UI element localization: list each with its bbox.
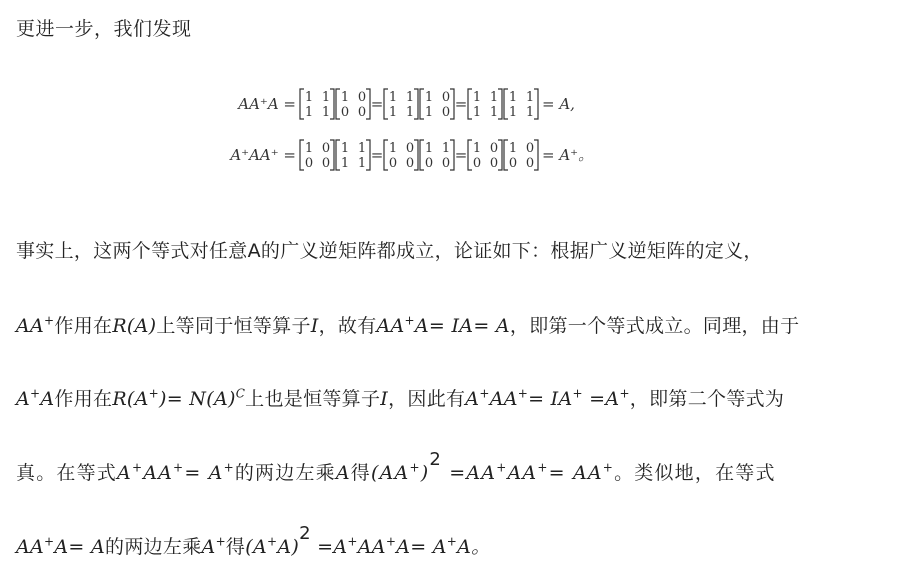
math-expression: ) <box>420 462 430 484</box>
equation-1-equals: = <box>370 95 384 113</box>
math-expression: A) <box>277 536 300 558</box>
text-segment: 作用在 <box>54 315 113 337</box>
math-A: A <box>40 388 55 410</box>
equation-2-matrix-cell: 1 <box>508 141 518 156</box>
equation-2-matrix-cell: 1 <box>441 141 451 156</box>
text-segment: 真。在等式 <box>16 462 118 484</box>
equation-1-matrix-cell: 0 <box>441 105 451 120</box>
equation-1-matrix-cell: 1 <box>405 105 415 120</box>
equation-1-matrix-cell: 1 <box>489 105 499 120</box>
equation-block <box>0 84 919 180</box>
equation-2-matrix-cell: 0 <box>405 156 415 171</box>
equation-1-matrix-cell: 1 <box>508 90 518 105</box>
sup-plus: + <box>131 460 144 475</box>
equation-svg <box>0 84 919 180</box>
equation-1-matrix-cell: 0 <box>340 105 350 120</box>
sup-plus: + <box>404 313 415 328</box>
text-segment: ，即第一个等式成立。同理，由于 <box>509 315 800 337</box>
equation-1-matrix-left-bracket <box>420 89 424 119</box>
equation-2-matrix-cell: 0 <box>441 156 451 171</box>
math-AA: AA <box>507 462 538 484</box>
equation-1-matrix-right-bracket <box>366 89 370 119</box>
equation-2-equals: = <box>454 146 468 164</box>
math-expression: A= A <box>54 536 106 558</box>
equation-2-matrix-left-bracket <box>300 140 304 170</box>
equation-2-matrix-right-bracket <box>414 140 418 170</box>
sup-plus: + <box>347 534 358 549</box>
math-AA: AA <box>16 536 45 558</box>
math-AA: AA <box>357 536 386 558</box>
equation-2-matrix-cell: 1 <box>424 141 434 156</box>
equation-1-matrix-cell: 1 <box>388 105 398 120</box>
equation-2-matrix-cell: 0 <box>525 141 535 156</box>
equation-2-matrix-right-bracket <box>366 140 370 170</box>
math-expression: = AA <box>548 462 603 484</box>
math-expression: =A <box>310 536 348 558</box>
math-expression: A= IA= A <box>414 315 510 337</box>
math-A: A <box>201 536 216 558</box>
equation-1-equals: = <box>454 95 468 113</box>
paragraph-line-4 <box>16 449 776 485</box>
equation-1-matrix-cell: 0 <box>357 105 367 120</box>
paragraph-line-3 <box>16 384 784 411</box>
equation-2-matrix-cell: 0 <box>525 156 535 171</box>
sup-plus: + <box>602 460 615 475</box>
sup-plus: + <box>223 460 235 475</box>
equation-1-lhs: AA⁺A = <box>238 95 296 113</box>
math-identity: I <box>310 315 319 337</box>
equation-2-matrix-cell: 0 <box>472 156 482 171</box>
equation-2-matrix-left-bracket <box>384 140 388 170</box>
sup-plus: + <box>173 460 185 475</box>
text-segment: 作用在 <box>54 388 113 410</box>
equation-2-rhs: = A⁺。 <box>542 146 594 164</box>
equation-2-matrix-right-bracket <box>534 140 538 170</box>
math-expression: = IA <box>528 388 573 410</box>
math-AA: AA <box>376 315 405 337</box>
sup-plus: + <box>409 460 421 475</box>
equation-2-matrix-right-bracket <box>330 140 334 170</box>
math-range: R(A) <box>112 315 157 337</box>
math-AA: AA <box>16 315 45 337</box>
sup-plus: + <box>44 313 55 328</box>
text-segment: 得 <box>350 462 371 484</box>
intro-text: 更进一步，我们发现 <box>16 18 192 40</box>
equation-1-matrix-right-bracket <box>330 89 334 119</box>
sup-square: 2 <box>299 523 311 544</box>
equation-2-matrix-cell: 1 <box>304 141 314 156</box>
equation-1-matrix-cell: 1 <box>405 90 415 105</box>
math-AA: AA <box>143 462 174 484</box>
equation-2-matrix-right-bracket <box>450 140 454 170</box>
text-segment: 上等同于恒等算子 <box>156 315 311 337</box>
math-A: A <box>117 462 132 484</box>
math-range: R(A <box>112 388 149 410</box>
equation-2-matrix-cell: 1 <box>340 141 350 156</box>
equation-1-matrix-left-bracket <box>504 89 508 119</box>
math-expression: =AA <box>442 462 497 484</box>
sup-square: 2 <box>429 449 443 470</box>
equation-2-matrix-cell: 0 <box>489 141 499 156</box>
sup-plus: + <box>30 386 41 401</box>
equation-1-matrix-left-bracket <box>336 89 340 119</box>
equation-1-matrix-right-bracket <box>534 89 538 119</box>
math-expression: =A <box>582 388 620 410</box>
equation-2-matrix-cell: 1 <box>388 141 398 156</box>
paragraph-line-1: 事实上，这两个等式对任意A的广义逆矩阵都成立，论证如下：根据广义逆矩阵的定义， <box>16 240 763 262</box>
equation-1-matrix-cell: 1 <box>321 105 331 120</box>
equation-2-matrix-left-bracket <box>420 140 424 170</box>
equation-1-matrix-cell: 1 <box>304 90 314 105</box>
paragraph-line-2 <box>16 311 799 338</box>
math-A: A <box>465 388 480 410</box>
equation-2-matrix-cell: 0 <box>508 156 518 171</box>
equation-1-matrix-cell: 0 <box>441 90 451 105</box>
sup-plus: + <box>496 460 508 475</box>
equation-1-matrix-cell: 1 <box>424 105 434 120</box>
sup-plus: + <box>44 534 55 549</box>
text-segment: ，故有 <box>318 315 377 337</box>
equation-2-matrix-left-bracket <box>468 140 472 170</box>
math-expression: A。 <box>457 536 491 558</box>
equation-1-matrix-cell: 1 <box>340 90 350 105</box>
equation-1-matrix-right-bracket <box>414 89 418 119</box>
equation-1-matrix-left-bracket <box>468 89 472 119</box>
equation-1-matrix-right-bracket <box>498 89 502 119</box>
equation-2-matrix-cell: 1 <box>357 156 367 171</box>
sup-plus: + <box>385 534 397 549</box>
sup-plus: + <box>572 386 583 401</box>
math-expression: (AA <box>371 462 410 484</box>
sup-plus: + <box>215 534 226 549</box>
equation-2-matrix-cell: 1 <box>340 156 350 171</box>
sup-plus: + <box>266 534 278 549</box>
text-segment: 得 <box>225 536 246 558</box>
equation-2-matrix-cell: 0 <box>424 156 434 171</box>
equation-1-matrix-cell: 0 <box>357 90 367 105</box>
paragraph-line-5 <box>16 523 491 559</box>
equation-1-matrix-cell: 1 <box>525 90 535 105</box>
equation-2-matrix-cell: 1 <box>357 141 367 156</box>
text-segment: ，因此有 <box>388 388 466 410</box>
sup-plus: + <box>148 386 160 401</box>
equation-2-matrix-cell: 0 <box>405 141 415 156</box>
sup-plus: + <box>619 386 630 401</box>
text-segment: 的两边左乘 <box>234 462 336 484</box>
equation-2-matrix-cell: 1 <box>472 141 482 156</box>
sup-plus: + <box>446 534 458 549</box>
equation-2-matrix-cell: 0 <box>304 156 314 171</box>
equation-1-rhs: = A, <box>542 95 575 113</box>
text-segment: 。类似地，在等式 <box>614 462 776 484</box>
equation-2-matrix-right-bracket <box>498 140 502 170</box>
math-expression: (A <box>245 536 267 558</box>
sup-plus: + <box>537 460 549 475</box>
equation-1-matrix-left-bracket <box>300 89 304 119</box>
equation-1-matrix-cell: 1 <box>424 90 434 105</box>
math-expression: A= A <box>396 536 447 558</box>
sup-plus: + <box>479 386 490 401</box>
equation-1-matrix-cell: 1 <box>388 90 398 105</box>
equation-2-matrix-left-bracket <box>336 140 340 170</box>
equation-1-matrix-cell: 1 <box>472 105 482 120</box>
equation-1-matrix-left-bracket <box>384 89 388 119</box>
equation-2-matrix-cell: 0 <box>321 141 331 156</box>
equation-1-matrix-cell: 1 <box>525 105 535 120</box>
text-segment: ，即第二个等式为 <box>629 388 785 410</box>
equation-2-matrix-cell: 0 <box>489 156 499 171</box>
math-expression: = A <box>184 462 224 484</box>
sup-plus: + <box>517 386 529 401</box>
equation-2-equals: = <box>370 146 384 164</box>
math-A: A <box>16 388 31 410</box>
equation-1-matrix-cell: 1 <box>304 105 314 120</box>
equation-2-lhs: A⁺AA⁺ = <box>230 146 296 164</box>
equation-2-matrix-cell: 0 <box>388 156 398 171</box>
equation-1-matrix-right-bracket <box>450 89 454 119</box>
equation-1-matrix-cell: 1 <box>472 90 482 105</box>
math-nullspace: )= N(A) <box>159 388 236 410</box>
sup-complement: C <box>235 386 246 401</box>
equation-1-matrix-cell: 1 <box>508 105 518 120</box>
math-AA: AA <box>489 388 518 410</box>
math-identity: I <box>380 388 389 410</box>
equation-1-matrix-cell: 1 <box>489 90 499 105</box>
text-segment: 上也是恒等算子 <box>245 388 381 410</box>
math-A: A <box>335 462 351 484</box>
equation-1-matrix-cell: 1 <box>321 90 331 105</box>
equation-2-matrix-cell: 0 <box>321 156 331 171</box>
text-segment: 的两边左乘 <box>105 536 202 558</box>
equation-2-matrix-left-bracket <box>504 140 508 170</box>
